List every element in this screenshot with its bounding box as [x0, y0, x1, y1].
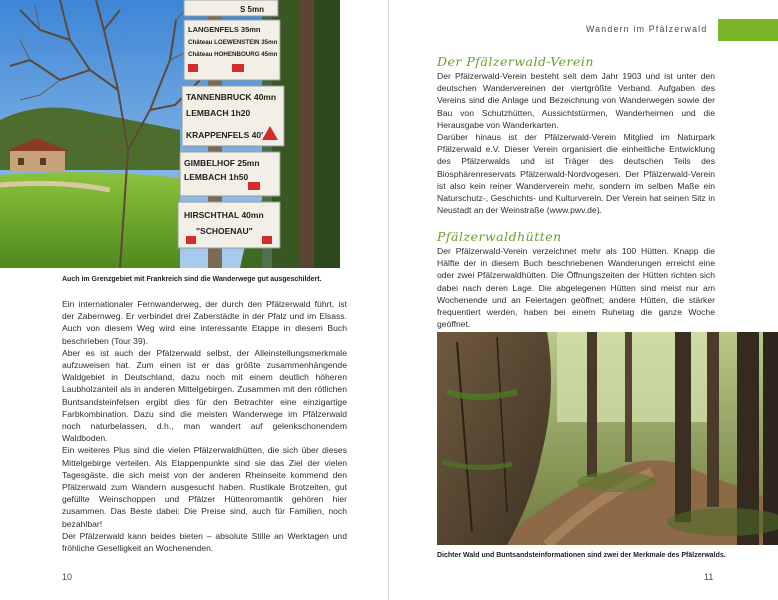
- sign-text: HIRSCHTHAL 40mn: [184, 210, 264, 220]
- sign-text: LEMBACH 1h50: [184, 172, 249, 182]
- body-text-right-2: [437, 245, 715, 330]
- page-number-left: 10: [62, 572, 73, 582]
- paragraph: Der Pfälzerwald kann beides bieten – absolute Stille an Werktagen und fröhliche Geselligkeit an Wochenenden.: [62, 530, 347, 554]
- section-title: Der Pfälzerwald-Verein: [437, 54, 594, 69]
- sign-text: GIMBELHOF 25mn: [184, 158, 260, 168]
- body-text-right-1: [437, 70, 715, 216]
- sign-text: "SCHOENAU": [196, 226, 253, 236]
- sign-text: Château HOHENBOURG 45mn: [188, 51, 278, 58]
- sign-text: LANGENFELS 35mn: [188, 25, 261, 34]
- paragraph: Ein weiteres Plus sind die vielen Pfälzerwaldhütten, die sich über dieses Mittelgebirge verteilen. Als Etappenpunkte sind sie das Ziel der vielen Tagesgäste, die sich meist von der anderen Rheinseite kommend den Pfälzerwald zum Wandern ausgesucht haben. Rustikale Brotzeiten, gut gefüllte Weinschoppen und Pfälzer Hüttenromantik gehören hier zusammen. Das Beste dabei: Die Preise sind, auch für Familien, noch bezahlbar!: [62, 445, 347, 529]
- paragraph: Der Pfälzerwald-Verein verzeichnet mehr als 100 Hütten. Knapp die Hälfte der in diesem Buch beschriebenen Wanderungen erreicht eine oder zwei Pfälzerwaldhütten. Die Öffnungszeiten der Hütten richten sich dabei nach deren Lage. Die abgelegenen Hütten sind meist nur am Wochenende und an Feiertagen geöffnet; andere Hütten, die stärker frequentiert werden, haben bei einem Ruhetag die ganze Woche geöffnet.: [437, 246, 715, 330]
- paragraph: Ein internationaler Fernwanderweg, der durch den Pfälzerwald führt, ist der Zabernweg. Er verbindet drei Zaberstädte in der Pfalz und im Elsass. Auch von diesem Weg wird eine interessante Etappe in diesem Buch beschrieben (Tour 39).: [62, 299, 347, 346]
- forest-photo: [437, 332, 778, 545]
- chapter-tab: [718, 19, 778, 41]
- photo-caption: Auch im Grenzgebiet mit Frankreich sind die Wanderwege gut ausgeschildert.: [62, 276, 322, 283]
- photo-caption: Dichter Wald und Buntsandsteinformationen sind zwei der Merkmale des Pfälzerwalds.: [437, 552, 726, 559]
- sign-text: LEMBACH 1h20: [186, 108, 251, 118]
- paragraph: Darüber hinaus ist der Pfälzerwald-Verein Mitglied im Naturpark Pfälzerwald e.V. Dieser Verein organisiert die einheitliche Entwicklung des Pfälzerwalds und ist Träger des deutschen Teils des Biosphärenreservats Pfälzerwald-Nordvogesen. Der Pfälzerwald-Verein ist also kein reiner Wanderverein mehr, sondern im selben Maße ein Naturschutz-, Geschichts- und Kulturverein. Der Verein hat seinen Sitz in Neustadt an der Weinstraße (www.pwv.de).: [437, 132, 715, 216]
- sign-text: TANNENBRUCK 40mn: [186, 92, 277, 102]
- body-text-left: [62, 298, 347, 554]
- page-number-right: 11: [704, 572, 714, 582]
- sign-text: S 5mn: [240, 5, 265, 14]
- signpost-photo: [0, 0, 340, 268]
- paragraph: Der Pfälzerwald-Verein besteht seit dem Jahr 1903 und ist unter den deutschen Wandervereinen der viertgrößte Verband. Aufgaben des Vereins sind die Anlage und Bezeichnung von Wanderwegen sowie der Bau von Schutzhütten, Aussichtstürmen, Wanderheimen und die Herausgabe von Wanderkarten.: [437, 71, 715, 130]
- paragraph: Aber es ist auch der Pfälzerwald selbst, der Alleinstellungsmerkmale aufzuweisen hat. Zum einen ist er das größte zusammenhängende Waldgebiet in Deutschland, dazu noch mit einem deutlich höheren Laubholzanteil als in anderen Mittelgebirgen. Zusammen mit den rötlichen Buntsandsteinfelsen ergibt dies für den Betrachter eine einzigartige Farbkombination. Dazu sind die meisten Wanderwege im Pfälzerwald noch naturbelassen, d.h., man wandert auf gelenkschonendem Waldboden.: [62, 347, 347, 444]
- running-head: Wandern im Pfälzerwald: [586, 24, 708, 34]
- page-gutter: [388, 0, 389, 600]
- section-title: Pfälzerwaldhütten: [437, 229, 562, 244]
- sign-text: KRAPPENFELS 40': [186, 130, 264, 140]
- sign-text: Château LOEWENSTEIN 35mn: [188, 39, 278, 46]
